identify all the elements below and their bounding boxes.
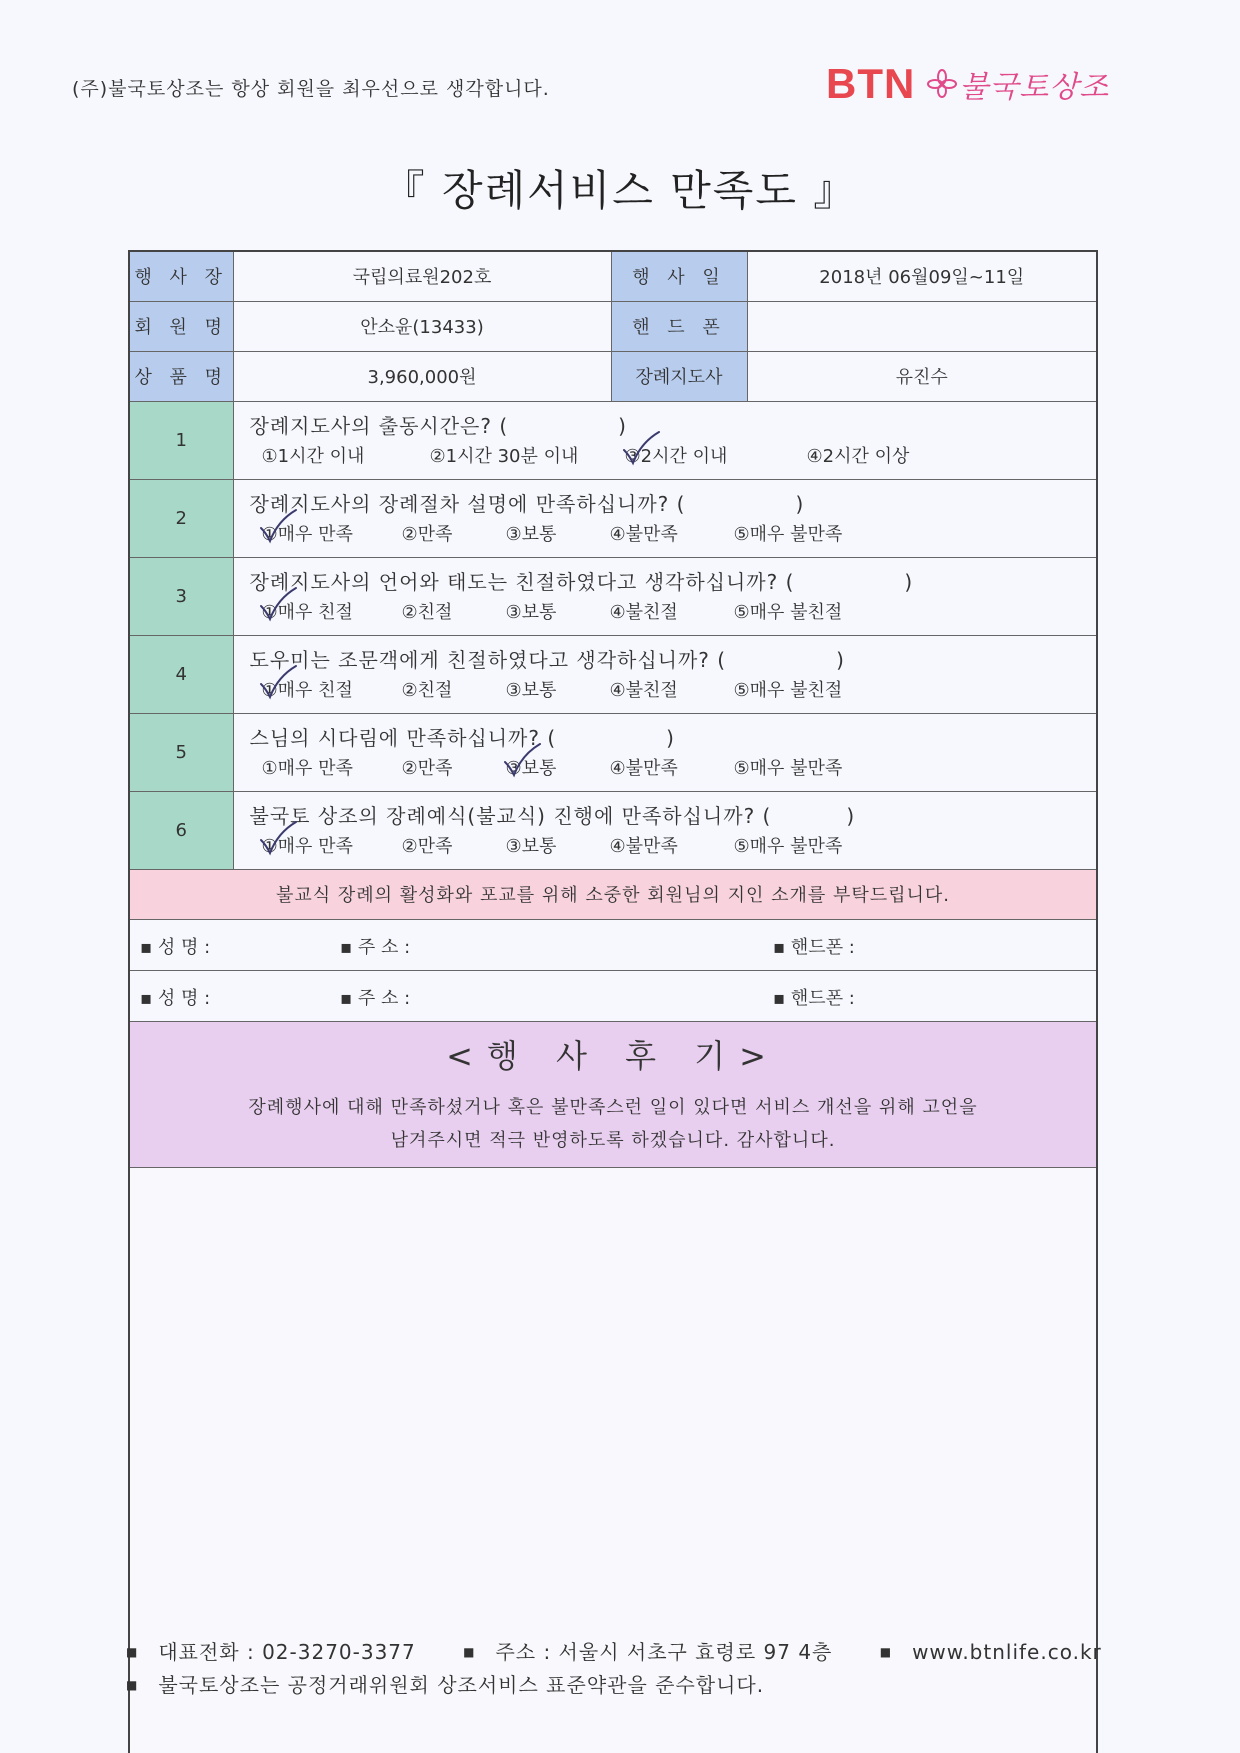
member-value[interactable]: 안소윤(13433) bbox=[233, 301, 611, 351]
question-close-paren: ) bbox=[618, 414, 627, 438]
referral-row-1 bbox=[129, 919, 1097, 970]
answer-option-label: ④불만족 bbox=[609, 758, 678, 779]
answer-option[interactable] bbox=[610, 600, 734, 626]
answer-option[interactable] bbox=[807, 444, 957, 470]
answer-option[interactable] bbox=[506, 678, 610, 704]
director-value[interactable]: 유진수 bbox=[747, 351, 1097, 401]
answer-option[interactable] bbox=[506, 834, 610, 860]
question-text-line bbox=[250, 568, 1097, 596]
review-title: <행 사 후 기> bbox=[446, 1037, 780, 1075]
venue-label: 행 사 장 bbox=[129, 251, 233, 301]
answer-option-label: ⑤매우 불친절 bbox=[733, 602, 843, 623]
answer-option[interactable] bbox=[402, 522, 506, 548]
product-value[interactable]: 3,960,000원 bbox=[233, 351, 611, 401]
answer-option-label: ③2시간 이내 bbox=[624, 446, 728, 467]
answer-option[interactable] bbox=[402, 678, 506, 704]
answer-option[interactable] bbox=[625, 444, 807, 470]
answer-option-label: ③보통 bbox=[505, 758, 557, 779]
question-close-paren: ) bbox=[666, 726, 675, 750]
answer-option-label: ①매우 만족 bbox=[261, 836, 353, 857]
answer-option-label: ⑤매우 불만족 bbox=[733, 524, 843, 545]
question-close-paren: ) bbox=[846, 804, 856, 828]
question-row bbox=[129, 713, 1097, 791]
question-text-line bbox=[250, 646, 1097, 674]
answer-option-label: ②친절 bbox=[401, 680, 453, 701]
answer-option[interactable] bbox=[506, 600, 610, 626]
referral-name-label[interactable]: ▪ 성 명 : bbox=[140, 987, 211, 1009]
question-number: 4 bbox=[129, 635, 233, 713]
footer-contact: ■ 대표전화 : 02-3270-3377 ■ 주소 : 서울시 서초구 효령로 97 4층 ■ www.btnlife.co.kr bbox=[126, 1640, 1102, 1664]
date-value[interactable]: 2018년 06월09일~11일 bbox=[747, 251, 1097, 301]
review-header-row bbox=[129, 1021, 1097, 1167]
info-row-product bbox=[129, 351, 1097, 401]
answer-option-label: ⑤매우 불친절 bbox=[733, 680, 843, 701]
answer-option[interactable] bbox=[262, 444, 430, 470]
answer-option-label: ③보통 bbox=[505, 680, 557, 701]
referral-phone-label[interactable]: ▪ 핸드폰 : bbox=[773, 936, 855, 958]
answer-option-label: ④2시간 이상 bbox=[806, 446, 910, 467]
question-text: 장례지도사의 출동시간은? ( bbox=[249, 414, 509, 438]
referral-notice-row bbox=[129, 869, 1097, 919]
answer-option-label: ③보통 bbox=[505, 524, 557, 545]
answer-option[interactable] bbox=[734, 678, 884, 704]
phone-label: 핸 드 폰 bbox=[611, 301, 747, 351]
option-list bbox=[250, 678, 1097, 704]
question-row bbox=[129, 401, 1097, 479]
review-instructions-line2: 남겨주시면 적극 반영하도록 하겠습니다. 감사합니다. bbox=[390, 1130, 836, 1151]
referral-address-label[interactable]: ▪ 주 소 : bbox=[340, 936, 411, 958]
answer-option[interactable] bbox=[734, 756, 884, 782]
lotus-flower-icon bbox=[927, 69, 957, 99]
brand-btn-text: BTN bbox=[826, 60, 916, 107]
page-title: 『 장례서비스 만족도 』 bbox=[382, 166, 858, 215]
answer-option-label: ⑤매우 불만족 bbox=[733, 836, 843, 857]
question-text-line bbox=[250, 724, 1097, 752]
answer-option-label: ②만족 bbox=[401, 758, 453, 779]
question-text: 장례지도사의 언어와 태도는 친절하였다고 생각하십니까? ( bbox=[249, 570, 795, 594]
answer-option-label: ⑤매우 불만족 bbox=[733, 758, 843, 779]
date-label: 행 사 일 bbox=[611, 251, 747, 301]
director-label: 장례지도사 bbox=[611, 351, 747, 401]
answer-option[interactable] bbox=[262, 678, 402, 704]
footer-address: 주소 : 서울시 서초구 효령로 97 4층 bbox=[495, 1640, 833, 1664]
footer-website[interactable]: www.btnlife.co.kr bbox=[912, 1640, 1102, 1664]
option-list bbox=[250, 444, 1097, 470]
question-text-line bbox=[250, 802, 1097, 830]
answer-option[interactable] bbox=[262, 834, 402, 860]
option-list bbox=[250, 756, 1097, 782]
referral-name-label[interactable]: ▪ 성 명 : bbox=[140, 936, 211, 958]
brand-name-text: 불국토상조 bbox=[959, 70, 1110, 105]
answer-option-label: ②1시간 30분 이내 bbox=[429, 446, 579, 467]
survey-form bbox=[128, 250, 1098, 1753]
question-list bbox=[129, 401, 1097, 869]
question-text: 불국토 상조의 장례예식(불교식) 진행에 만족하십니까? ( bbox=[249, 804, 772, 828]
member-label: 회 원 명 bbox=[129, 301, 233, 351]
question-number: 6 bbox=[129, 791, 233, 869]
answer-option-label: ③보통 bbox=[505, 836, 557, 857]
question-close-paren: ) bbox=[904, 570, 914, 594]
footer-phone: 대표전화 : 02-3270-3377 bbox=[158, 1640, 416, 1664]
question-number: 3 bbox=[129, 557, 233, 635]
question-number: 2 bbox=[129, 479, 233, 557]
answer-option[interactable] bbox=[506, 522, 610, 548]
answer-option-label: ④불친절 bbox=[609, 602, 678, 623]
question-row bbox=[129, 557, 1097, 635]
answer-option[interactable] bbox=[610, 834, 734, 860]
footer-terms-line: ■ 불국토상조는 공정거래위원회 상조서비스 표준약관을 준수합니다. bbox=[126, 1673, 765, 1697]
phone-value[interactable] bbox=[747, 301, 1097, 351]
question-text: 장례지도사의 장례절차 설명에 만족하십니까? ( bbox=[249, 492, 686, 516]
answer-option-label: ①매우 만족 bbox=[261, 524, 353, 545]
venue-value[interactable]: 국립의료원202호 bbox=[233, 251, 611, 301]
answer-option[interactable] bbox=[402, 834, 506, 860]
question-text-line bbox=[250, 412, 1097, 440]
footer-terms: 불국토상조는 공정거래위원회 상조서비스 표준약관을 준수합니다. bbox=[158, 1673, 765, 1697]
answer-option[interactable] bbox=[262, 756, 402, 782]
brand-logo bbox=[826, 62, 1109, 106]
answer-option-label: ②친절 bbox=[401, 602, 453, 623]
info-row-member bbox=[129, 301, 1097, 351]
question-close-paren: ) bbox=[795, 492, 805, 516]
question-row bbox=[129, 479, 1097, 557]
answer-option[interactable] bbox=[262, 600, 402, 626]
option-list bbox=[250, 834, 1097, 860]
answer-option[interactable] bbox=[402, 600, 506, 626]
question-row bbox=[129, 635, 1097, 713]
answer-option[interactable] bbox=[610, 678, 734, 704]
referral-address-label[interactable]: ▪ 주 소 : bbox=[340, 987, 411, 1009]
answer-option[interactable] bbox=[734, 522, 884, 548]
referral-notice: 불교식 장례의 활성화와 포교를 위해 소중한 회원님의 지인 소개를 부탁드립니다. bbox=[129, 869, 1097, 919]
answer-option-label: ④불만족 bbox=[609, 836, 678, 857]
review-content-area[interactable] bbox=[129, 1167, 1097, 1753]
option-list bbox=[250, 522, 1097, 548]
answer-option-label: ②만족 bbox=[401, 836, 453, 857]
answer-option[interactable] bbox=[430, 444, 625, 470]
company-tagline: (주)불국토상조는 항상 회원을 최우선으로 생각합니다. bbox=[72, 78, 550, 100]
answer-option-label: ③보통 bbox=[505, 602, 557, 623]
question-close-paren: ) bbox=[836, 648, 845, 672]
review-instructions-line1: 장례행사에 대해 만족하셨거나 혹은 불만족스런 일이 있다면 서비스 개선을 위해 고언을 bbox=[248, 1097, 978, 1118]
question-text: 스님의 시다림에 만족하십니까? ( bbox=[249, 726, 557, 750]
answer-option[interactable] bbox=[262, 522, 402, 548]
answer-option[interactable] bbox=[610, 522, 734, 548]
answer-option[interactable] bbox=[506, 756, 610, 782]
question-number: 1 bbox=[129, 401, 233, 479]
question-text: 도우미는 조문객에게 친절하였다고 생각하십니까? ( bbox=[249, 648, 727, 672]
question-row bbox=[129, 791, 1097, 869]
answer-option[interactable] bbox=[734, 834, 884, 860]
answer-option-label: ①매우 만족 bbox=[261, 758, 353, 779]
referral-row-2 bbox=[129, 970, 1097, 1021]
answer-option-label: ①매우 친절 bbox=[261, 680, 353, 701]
referral-phone-label[interactable]: ▪ 핸드폰 : bbox=[773, 987, 855, 1009]
answer-option-label: ②만족 bbox=[401, 524, 453, 545]
info-row-venue bbox=[129, 251, 1097, 301]
answer-option[interactable] bbox=[734, 600, 884, 626]
question-number: 5 bbox=[129, 713, 233, 791]
question-text-line bbox=[250, 490, 1097, 518]
answer-option[interactable] bbox=[402, 756, 506, 782]
review-content-row bbox=[129, 1167, 1097, 1753]
answer-option[interactable] bbox=[610, 756, 734, 782]
option-list bbox=[250, 600, 1097, 626]
product-label: 상 품 명 bbox=[129, 351, 233, 401]
answer-option-label: ④불친절 bbox=[609, 680, 678, 701]
answer-option-label: ④불만족 bbox=[609, 524, 678, 545]
answer-option-label: ①매우 친절 bbox=[261, 602, 353, 623]
answer-option-label: ①1시간 이내 bbox=[261, 446, 365, 467]
